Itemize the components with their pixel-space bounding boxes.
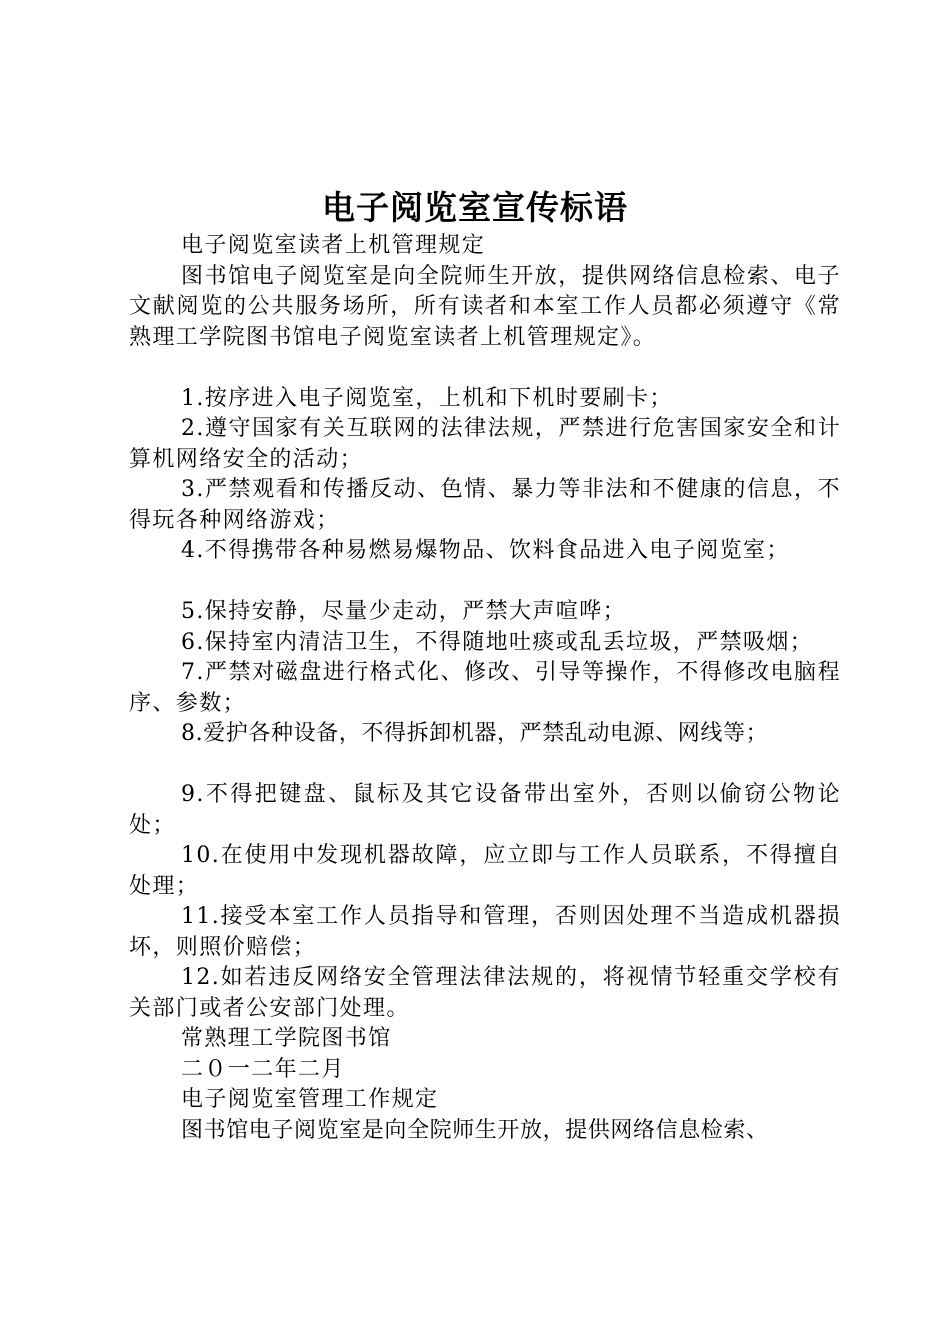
section-heading: 电子阅览室管理工作规定 xyxy=(181,1087,439,1112)
paragraph: 2.遵守国家有关互联网的法律法规，严禁进行危害国家安全和计算机网络安全的活动； xyxy=(129,416,841,472)
paragraph: 电子阅览室读者上机管理规定 xyxy=(181,233,486,258)
paragraph: 8.爱护各种设备，不得拆卸机器，严禁乱动电源、网线等； xyxy=(181,721,769,746)
paragraph: 12.如若违反网络安全管理法律法规的，将视情节轻重交学校有关部门或者公安部门处理。 xyxy=(129,965,841,1021)
paragraph: 1.按序进入电子阅览室，上机和下机时要刷卡； xyxy=(181,385,673,411)
signature-date: 二０一二年二月 xyxy=(181,1056,345,1082)
blank-line xyxy=(129,353,841,384)
document-body xyxy=(129,231,841,1146)
paragraph: 6.保持室内清洁卫生，不得随地吐痰或乱丢垃圾，严禁吸烟； xyxy=(181,629,814,655)
paragraph: 4.不得携带各种易燃易爆物品、饮料食品进入电子阅览室； xyxy=(181,538,790,563)
paragraph: 5.保持安静，尽量少走动，严禁大声喧哗； xyxy=(181,599,626,624)
blank-line xyxy=(129,567,841,598)
paragraph: 10.在使用中发现机器故障，应立即与工作人员联系，不得擅自处理； xyxy=(129,843,841,899)
blank-line xyxy=(129,750,841,781)
signature-org: 常熟理工学院图书馆 xyxy=(181,1026,392,1051)
document-title: 电子阅览室宣传标语 xyxy=(322,188,628,227)
paragraph: 图书馆电子阅览室是向全院师生开放，提供网络信息检索、电子文献阅览的公共服务场所，所有读者和本室工作人员都必须遵守《常熟理工学院图书馆电子阅览室读者上机管理规定》。 xyxy=(129,263,841,350)
paragraph: 9.不得把键盘、鼠标及其它设备带出室外，否则以偷窃公物论处； xyxy=(129,782,841,838)
paragraph: 7.严禁对磁盘进行格式化、修改、引导等操作，不得修改电脑程序、参数； xyxy=(129,660,841,716)
paragraph: 3.严禁观看和传播反动、色情、暴力等非法和不健康的信息，不得玩各种网络游戏； xyxy=(129,477,841,533)
paragraph: 图书馆电子阅览室是向全院师生开放，提供网络信息检索、 xyxy=(181,1117,769,1143)
paragraph: 11.接受本室工作人员指导和管理，否则因处理不当造成机器损坏，则照价赔偿； xyxy=(129,904,841,960)
